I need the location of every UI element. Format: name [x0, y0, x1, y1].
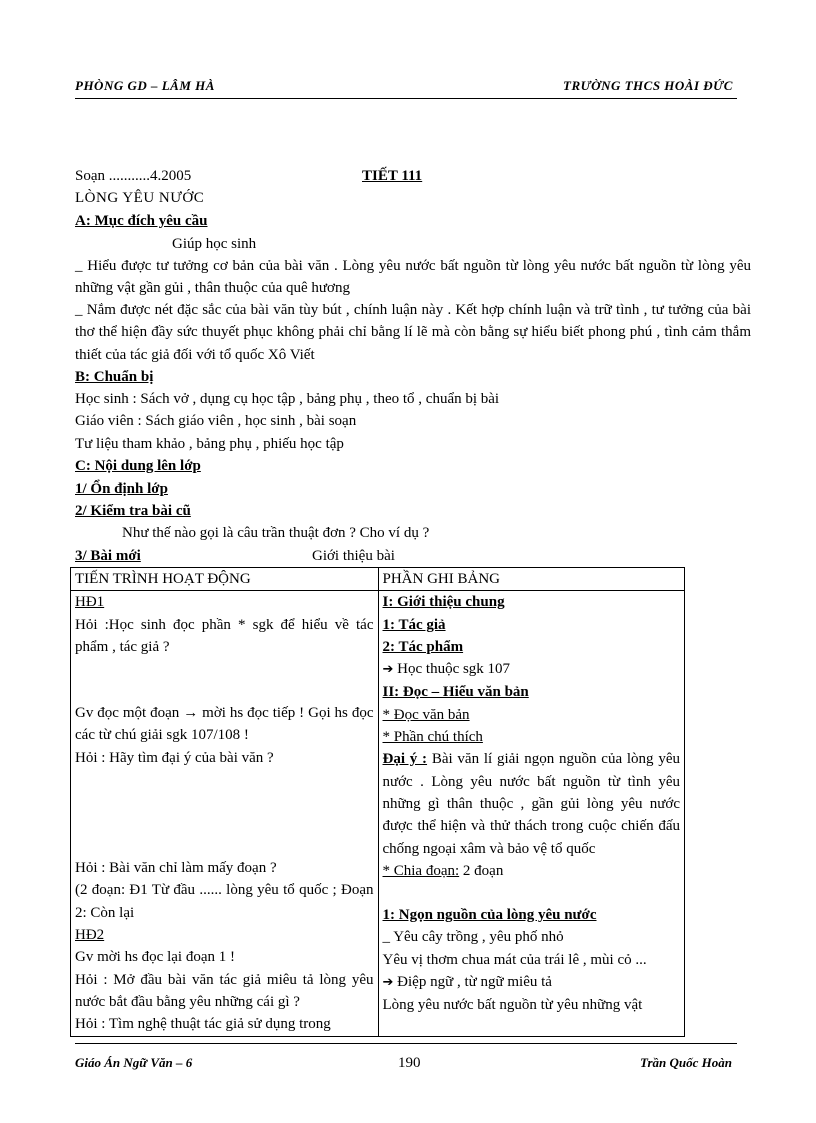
board-notes-cell — [378, 591, 685, 1037]
section-c-heading: C: Nội dung lên lớp — [75, 458, 201, 474]
division — [383, 860, 681, 882]
main-idea-label: Đại ý : — [382, 751, 428, 768]
step-3-note: Giới thiệu bài — [312, 548, 395, 564]
section-a-paragraph-1: _ Hiểu được tư tưởng cơ bản của bài văn . Lòng yêu nước bất nguồn từ lòng yêu nước bất nguồn từ lòng yêu những vật gần gủi , thân thuộc của quê hương — [75, 258, 751, 297]
lesson-number: TIẾT 111 — [362, 168, 423, 184]
activity-hd2: HĐ2 — [75, 926, 105, 943]
work-note-text: Học thuộc sgk 107 — [397, 661, 511, 678]
step-3-heading: 3/ Bài mới — [75, 548, 141, 564]
heading-intro: I: Giới thiệu chung — [382, 594, 505, 611]
column-header-activities: TIẾN TRÌNH HOẠT ĐỘNG — [71, 568, 379, 591]
footer-right: Trần Quốc Hoàn — [640, 1055, 732, 1070]
question-3-answer: (2 đoạn: Đ1 Từ đầu ...... lòng yêu tổ quốc ; Đoạn 2: Còn lại — [75, 882, 374, 921]
question-1: Hỏi :Học sinh đọc phần * sgk để hiểu về tác phẩm , tác giả ? — [75, 616, 374, 655]
spacer — [383, 882, 681, 904]
arrow-right-icon: ➔ — [382, 662, 394, 678]
heading-author: 1: Tác giả — [382, 616, 446, 633]
activity-hd1: HĐ1 — [75, 594, 105, 611]
header-divider — [75, 98, 737, 99]
column-header-board-notes: PHẦN GHI BẢNG — [378, 568, 685, 591]
footer-divider — [75, 1043, 737, 1044]
section-a-paragraph-2: _ Nắm được nét đặc sắc của bài văn tùy bút , chính luận này . Kết hợp chính luận và trữ tình , tư tưởng của bài thơ thể hiện đầy sức thuyết phục không phải chỉ bằng lí lẽ mà còn bằng sự hiểu biết phong phú , tình cảm thắm thiết của tác giả đối với tổ quốc Xô Viết — [75, 302, 751, 363]
section-b-line: Giáo viên : Sách giáo viên , học sinh , bài soạn — [75, 413, 357, 429]
work-note — [383, 658, 681, 681]
division-label: * Chia đoạn: — [382, 862, 460, 879]
question-5: Hỏi : Tìm nghệ thuật tác giả sử dụng trong — [75, 1016, 331, 1033]
spacer — [75, 658, 374, 702]
lesson-table — [70, 567, 685, 1037]
source-item-3-text: Điệp ngữ , từ ngữ miêu tả — [397, 974, 552, 991]
step-2-heading: 2/ Kiểm tra bài cũ — [75, 503, 191, 519]
arrow-right-icon: ➔ — [382, 975, 394, 991]
section-b-line: Học sinh : Sách vở , dụng cụ học tập , bảng phụ , theo tổ , chuẩn bị bài — [75, 391, 500, 407]
source-item-1: _ Yêu cây trồng , yêu phố nhỏ — [382, 929, 564, 946]
section-b-line: Tư liệu tham khảo , bảng phụ , phiếu học tập — [75, 436, 344, 452]
date-line: Soạn ...........4.2005 — [75, 168, 192, 184]
source-item-2: Yêu vị thơm chua mát của trái lê , mùi cỏ ... — [382, 951, 647, 968]
main-idea — [383, 748, 681, 859]
step-1-heading: 1/ Ổn định lớp — [75, 481, 168, 497]
annotation-item: * Phần chú thích — [382, 729, 483, 746]
review-question: Như thế nào gọi là câu trần thuật đơn ? Cho ví dụ ? — [122, 525, 430, 541]
activities-cell — [71, 591, 379, 1037]
source-item-3 — [383, 971, 681, 994]
section-a-heading: A: Mục đích yêu cầu — [75, 213, 208, 229]
teacher-instruction-1: Gv đọc một đoạn → mời hs đọc tiếp ! Gọi hs đọc các từ chú giải sgk 107/108 ! — [75, 705, 374, 744]
question-2: Hỏi : Hãy tìm đại ý của bài văn ? — [75, 749, 274, 766]
question-3: Hỏi : Bài văn chỉ làm mấy đoạn ? — [75, 860, 277, 877]
question-4: Hỏi : Mở đầu bài văn tác giả miêu tả lòng yêu nước bắt đầu bằng yêu những cái gì ? — [75, 971, 374, 1010]
read-text-item: * Đọc văn bản — [382, 706, 470, 723]
heading-source-of-patriotism: 1: Ngọn nguồn của lòng yêu nước — [382, 907, 597, 924]
main-idea-text: Bài văn lí giải ngọn nguồn của lòng yêu nước . Lòng yêu nước bất nguồn từ tình yêu những gì thân thuộc , gần gủi lòng yêu nước được thể hiện và thử thách trong cuộc chiến đấu chống ngoại xâm và bảo vệ tổ quốc — [382, 751, 680, 857]
source-item-4: Lòng yêu nước bất nguồn từ yêu những vật — [382, 997, 643, 1014]
page-number: 190 — [398, 1055, 421, 1071]
footer-left: Giáo Án Ngữ Văn – 6 — [75, 1055, 193, 1070]
header-left: PHÒNG GD – LÂM HÀ — [75, 78, 215, 93]
section-b-heading: B: Chuẩn bị — [75, 369, 154, 385]
header-right: TRƯỜNG THCS HOÀI ĐỨC — [563, 78, 733, 93]
heading-work: 2: Tác phẩm — [382, 638, 464, 655]
division-text: 2 đoạn — [462, 862, 504, 879]
spacer — [75, 769, 374, 857]
teacher-instruction-2: Gv mời hs đọc lại đoạn 1 ! — [75, 949, 235, 966]
section-a-intro: Giúp học sinh — [172, 236, 257, 252]
lesson-title: LÒNG YÊU NƯỚC — [75, 190, 205, 206]
heading-read-understand: II: Đọc – Hiểu văn bản — [382, 684, 529, 701]
